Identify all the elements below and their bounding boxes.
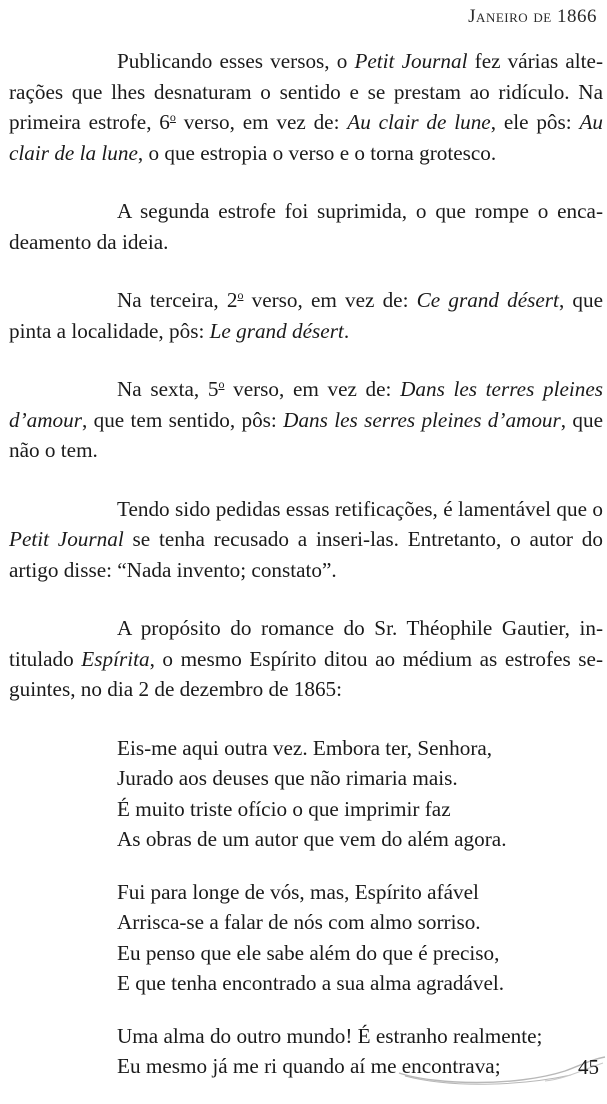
verse-line: E que tenha encontrado a sua alma agradável. [117,971,505,995]
paragraph-3 [9,285,603,346]
text-run: verso, em vez de: [243,288,417,312]
text-run: , o mesmo Espírito ditou ao médium as estrofes seguintes, no dia 2 de dezembro de 1865: [9,646,603,701]
text-run: Na sexta, 5 [117,377,219,401]
text-run: Tendo sido pedidas essas retificações, é lamentável que o [117,496,603,521]
ordinal-indicator: o [237,288,244,302]
paragraph-1 [9,46,603,168]
text-run: , que pinta a localidade, pôs: [9,288,603,343]
verse-line: É muito triste ofício o que imprimir faz [117,796,451,821]
text-run: se tenha recusado a inseri-las. Entretanto, o autor do artigo disse: “Nada invento; constato”. [9,527,603,582]
paragraph-5 [9,494,603,586]
page-number: 45 [578,1055,599,1079]
ordinal-indicator: o [218,377,225,391]
italic-title: Espírita [81,646,150,671]
stanza-2 [117,877,603,999]
text-run: verso, em vez de: [224,377,401,401]
page-body [9,46,603,1104]
text-run: Publicando esses versos, o [117,49,355,73]
text-run: . [343,318,350,343]
paragraph-6 [9,613,603,705]
ordinal-indicator: o [169,110,176,124]
paragraph-4 [9,374,603,466]
italic-quote: Au clair de lune [347,110,491,134]
italic-title: Petit Journal [9,527,124,551]
verse-line: Arrisca-se a falar de nós com almo sorriso. [117,910,481,934]
verse-line: Eis-me aqui outra vez. Embora ter, Senhora, [117,735,493,760]
text-run: , que tem sentido, pôs: [81,407,284,432]
verse-line: As obras de um autor que vem do além agora. [117,827,507,851]
paragraph-2 [9,196,603,257]
swoosh-ornament-icon [395,1049,607,1089]
text-run: A segunda estrofe foi suprimida, o que rompe o encadeamento da ideia. [9,199,603,254]
verse-line: Jurado aos deuses que não rimaria mais. [117,766,458,790]
italic-quote: Dans les serres pleines d’amour [283,407,561,432]
stanza-1 [117,733,603,855]
italic-quote: Le grand désert [209,318,344,343]
verse-line: Eu penso que ele sabe além do que é preciso, [117,940,500,965]
italic-quote: Au clair de la lune [9,110,603,165]
italic-quote: Dans les terres pleines d’amour [9,377,603,432]
verse-line: Uma alma do outro mundo! É estranho realmente; [117,1023,543,1048]
italic-title: Petit Journal [354,49,468,73]
text-run: , que não o tem. [9,407,604,462]
text-run: fez várias alterações que lhes desnaturam o sentido e se prestam ao ridículo. Na primeira estrofe, 6 [9,49,603,134]
text-run: Na terceira, 2 [117,288,238,312]
verse-line: Eu mesmo já me ri quando aí me encontrava; [117,1054,501,1078]
running-header: Janeiro de 1866 [468,6,597,27]
verse-line: Fui para longe de vós, mas, Espírito afável [117,879,479,904]
italic-quote: Ce grand désert [416,288,559,312]
text-run: , o que estropia o verso e o torna grotesco. [137,140,497,165]
text-run: A propósito do romance do Sr. Théophile Gautier, intitulado [9,616,603,671]
text-run: , ele pôs: [490,110,580,134]
page-footer [395,1049,607,1089]
text-run: verso, em vez de: [175,110,348,134]
